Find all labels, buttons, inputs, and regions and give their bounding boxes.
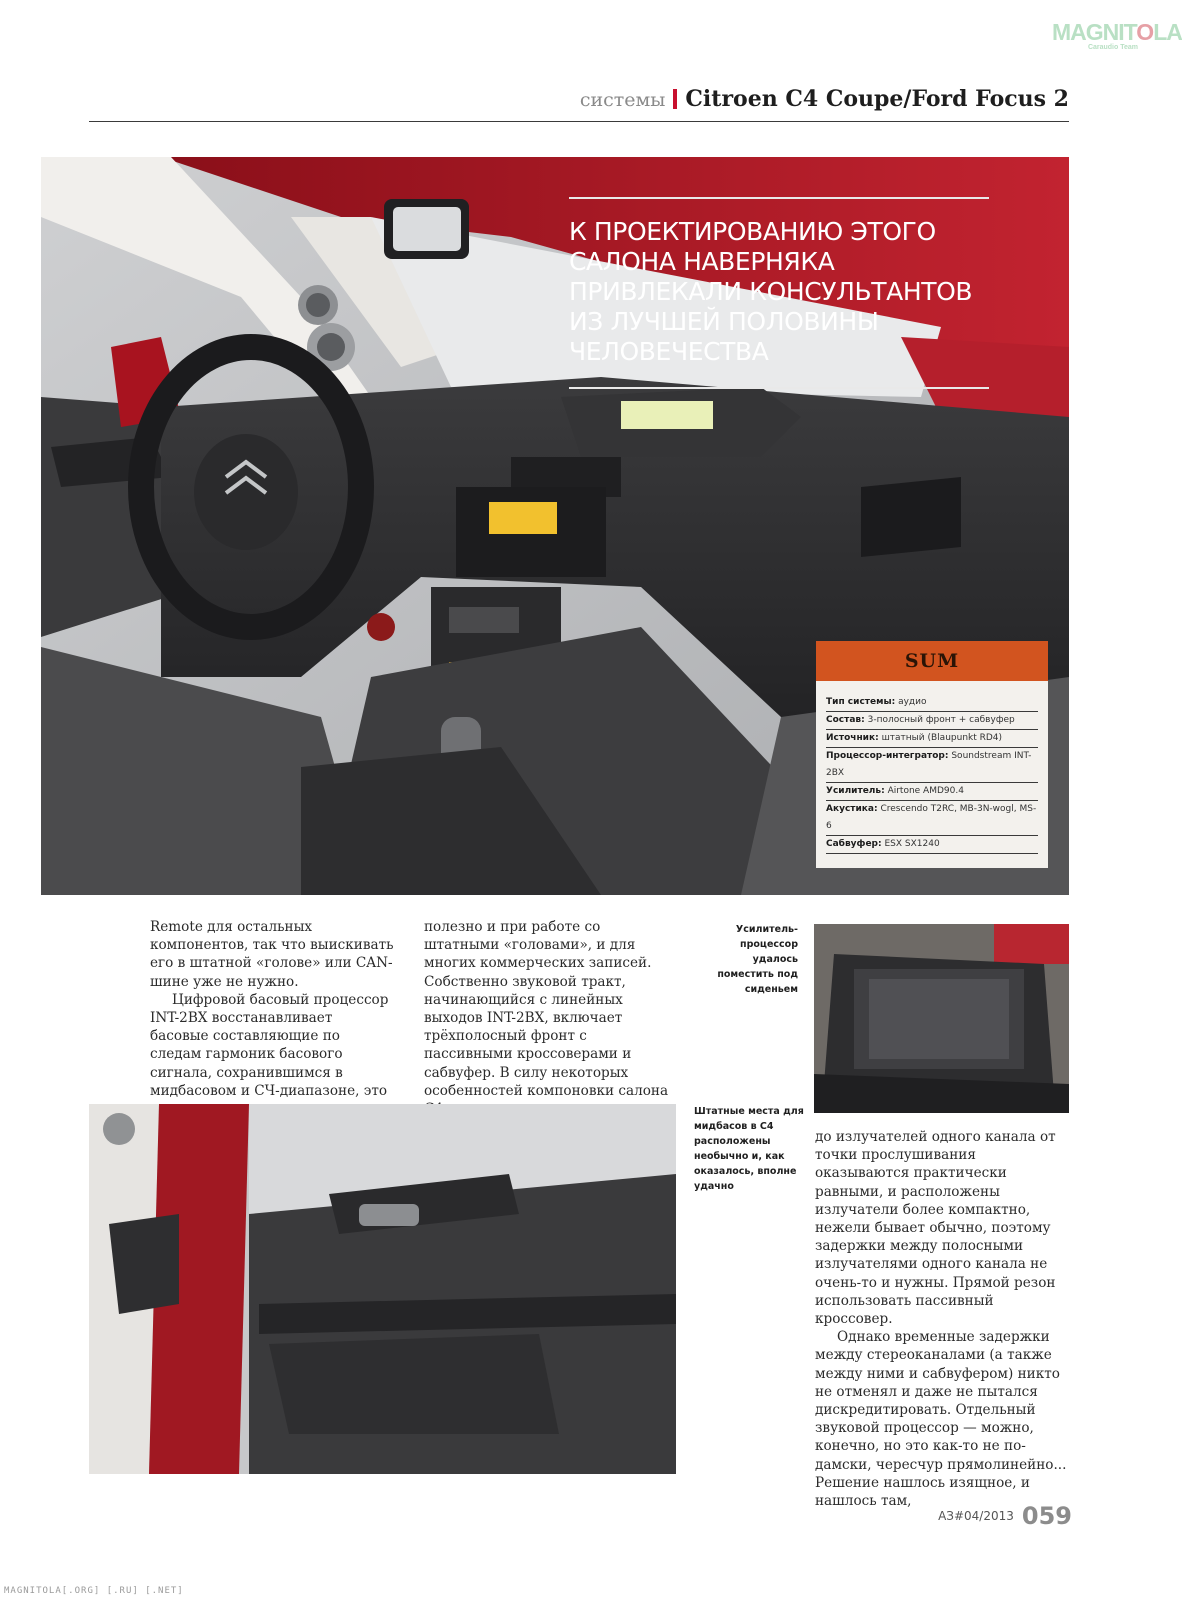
- header-separator: [673, 89, 677, 109]
- spec-label: Тип системы:: [826, 697, 896, 707]
- sum-spec-box: [816, 641, 1048, 868]
- spec-row-subwoofer: [826, 836, 1038, 854]
- amplifier-photo: [814, 924, 1069, 1113]
- issue-number: АЗ#04/2013: [938, 1509, 1014, 1523]
- text-column-1: [150, 918, 394, 1100]
- paragraph: Цифровой басовый процессор INT-2BX восстанавливает басовые составляющие по следам гармоник басового сигнала, сохранившимся в мидбасовом и СЧ-диапазоне, это: [150, 991, 389, 1099]
- spec-value: Soundstream INT-2BX: [826, 751, 1032, 778]
- page-footer: [938, 1502, 1072, 1530]
- spec-row-composition: [826, 712, 1038, 730]
- spec-row-system-type: [826, 694, 1038, 712]
- spec-label: Сабвуфер:: [826, 839, 882, 849]
- caption-amplifier: Усилитель-процессор удалось поместить под сиденьем: [717, 924, 798, 995]
- door-photo: [89, 1104, 676, 1474]
- article-title: Citroen C4 Coupe/Ford Focus 2: [685, 86, 1069, 112]
- spec-value: штатный (Blaupunkt RD4): [881, 733, 1003, 743]
- source-url: MAGNITOLA[.ORG] [.RU] [.NET]: [4, 1586, 184, 1596]
- sum-rows: [816, 681, 1048, 854]
- spec-label: Акустика:: [826, 804, 878, 814]
- spec-label: Усилитель:: [826, 786, 885, 796]
- quote-text: К ПРОЕКТИРОВАНИЮ ЭТОГО САЛОНА НАВЕРНЯКА ПРИВЛЕКАЛИ КОНСУЛЬТАНТОВ ИЗ ЛУЧШЕЙ ПОЛОВИНЫ ЧЕЛОВЕЧЕСТВА: [569, 217, 973, 366]
- text-column-3: [815, 1128, 1071, 1510]
- magnitola-logo: MAGNITOLA Caraudio Team: [1052, 19, 1182, 51]
- page-header: [89, 86, 1069, 120]
- paragraph: полезно и при работе со штатными «головами», и для многих коммерческих записей. Собственно звуковой тракт, начинающийся с линейных выходов INT-2BX, включает трёхполосный фронт с пассивными кроссоверами и сабвуфер. В силу некоторых особенностей компоновки салона: [424, 919, 669, 1099]
- pull-quote: [569, 197, 989, 389]
- spec-value: 3-полосный фронт + сабвуфер: [867, 715, 1015, 725]
- spec-row-amplifier: [826, 783, 1038, 801]
- spec-label: Процессор-интегратор:: [826, 751, 949, 761]
- spec-row-acoustics: [826, 801, 1038, 836]
- page-number: 059: [1021, 1502, 1072, 1530]
- spec-value: Airtone AMD90.4: [887, 786, 964, 796]
- spec-value: ESX SX1240: [884, 839, 940, 849]
- spec-label: Состав:: [826, 715, 865, 725]
- spec-row-processor: [826, 748, 1038, 783]
- text-column-2: [424, 918, 670, 1118]
- paragraph: Remote для остальных компонентов, так что выискивать его в штатной «голове» или CAN-шине уже не нужно.: [150, 919, 394, 990]
- header-rule: [89, 121, 1069, 122]
- amplifier-illustration: [814, 924, 1069, 1113]
- spec-value: Crescendo T2RC, MB-3N-wogl, MS-6: [826, 804, 1037, 831]
- caption-door: Штатные места для мидбасов в C4 расположены необычно и, как оказалось, вполне удачно: [694, 1106, 804, 1192]
- quote-rule-bottom: [569, 387, 989, 389]
- spec-label: Источник:: [826, 733, 879, 743]
- spec-value: аудио: [898, 697, 927, 707]
- spec-row-source: [826, 730, 1038, 748]
- paragraph: Однако временные задержки между стереоканалами (а также между ними и сабвуфером) никто не отменял и даже не пытался дискредитировать. Отдельный звуковой процессор — можно, конечно, но это как-то не по-дамски, чересчур прямолинейно... Решение нашлось изящное, и нашлось там,: [815, 1329, 1067, 1510]
- door-illustration: [89, 1104, 676, 1474]
- paragraph: до излучателей одного канала от точки прослушивания оказываются практически равными, и расположены излучатели более компактно, нежели бывает обычно, поэтому задержки между полосными излучателями одного канала не очень-то и нужны. Прямой резон использовать пассивный кроссовер.: [815, 1129, 1056, 1328]
- section-label: системы: [579, 89, 666, 111]
- sum-title: SUM: [816, 641, 1048, 681]
